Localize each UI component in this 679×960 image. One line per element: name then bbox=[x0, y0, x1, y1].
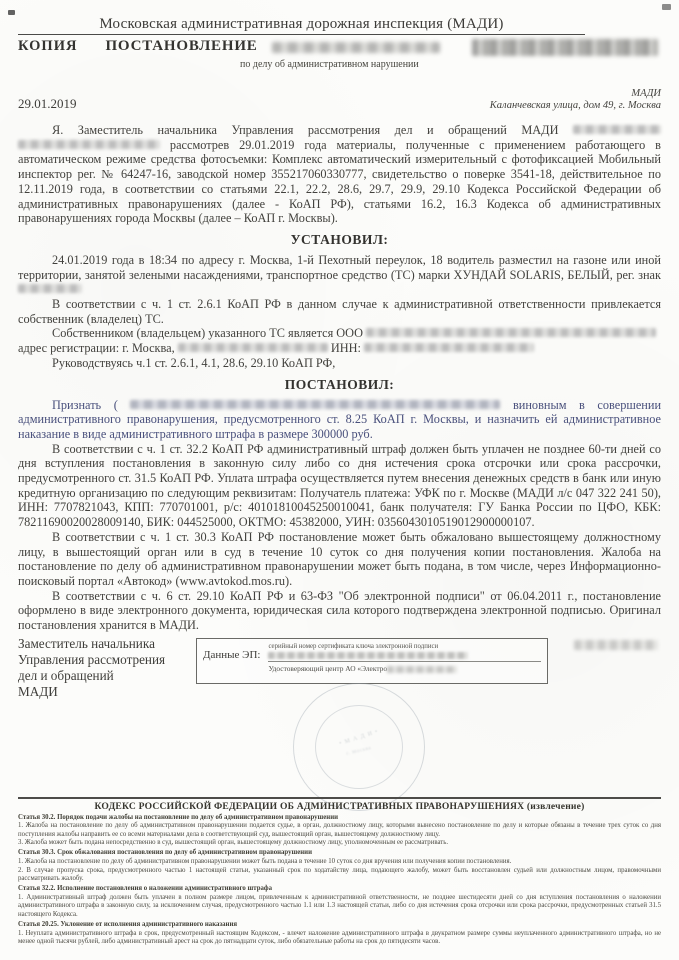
official-round-stamp bbox=[293, 683, 425, 811]
date-issuer-row bbox=[18, 88, 661, 112]
ustanovil-heading: УСТАНОВИЛ: bbox=[290, 231, 389, 247]
esignature-ca bbox=[268, 664, 541, 673]
redacted-code-block bbox=[472, 39, 658, 56]
redacted-plate-number bbox=[18, 284, 82, 293]
document-subtitle: по делу об административном нарушении bbox=[240, 59, 419, 70]
extract-article bbox=[18, 885, 661, 919]
org-title-underline bbox=[18, 16, 585, 35]
redacted-guilty-name bbox=[130, 400, 500, 409]
koap-extract-section bbox=[18, 797, 661, 947]
stamp-inner-ring bbox=[315, 705, 403, 789]
signer-title-line: МАДИ bbox=[18, 684, 58, 700]
stamp-outer-ring bbox=[293, 683, 425, 811]
redacted-official-name bbox=[573, 125, 661, 134]
paragraph-liability: В соответствии с ч. 1 ст. 2.6.1 КоАП РФ в данном случае к административной ответственности привлекается собственник (владелец) ТС. bbox=[18, 297, 661, 326]
document-title: ПОСТАНОВЛЕНИЕ bbox=[105, 38, 258, 54]
document-date: 29.01.2019 bbox=[18, 96, 77, 111]
owner-address-text: адрес регистрации: г. Москва, bbox=[18, 341, 175, 356]
redacted-inn bbox=[364, 343, 534, 352]
paragraph-appeal: В соответствии с ч. 1 ст. 30.3 КоАП РФ постановление может быть обжаловано вышестоящему должностному лицу, в вышестоящий орган или в суд в течение 10 суток со дня получения копии постановления. Жалоба на постановление по делу об административном правонарушении может быть подана, в том числе, через Информационно-поисковый портал «Автокод» (www.avtokod.mos.ru). bbox=[18, 529, 661, 588]
paragraph-guided-by: Руководствуясь ч.1 ст. 2.6.1, 4.1, 28.6, 29.10 КоАП РФ, bbox=[52, 355, 336, 370]
extract-article bbox=[18, 921, 661, 947]
esignature-ca-text: Удостоверяющий центр АО «Электро bbox=[268, 663, 388, 673]
esignature-cert-caption: серийный номер сертификата ключа электронной подписи bbox=[268, 642, 439, 650]
article-item: 3. Жалоба может быть подана непосредственно в суд, вышестоящий орган, вышестоящему должностному лицу, уполномоченным ее рассматривать. bbox=[18, 839, 449, 847]
redacted-company-name bbox=[366, 328, 656, 337]
article-title: Статья 30.3. Срок обжалования постановления по делу об административном правонарушении bbox=[18, 849, 313, 857]
paragraph-resolution bbox=[18, 398, 661, 442]
redacted-address bbox=[178, 343, 328, 352]
stamp-text: г. Москва bbox=[346, 745, 372, 758]
signer-title bbox=[18, 636, 196, 701]
signature-block bbox=[18, 636, 661, 701]
article-item: 1. Жалоба на постановление по делу об административном правонарушении подается судье, в орган, должностному лицу, которыми вынесено постановление по делу и которые обязаны в течение трех суток со дня поступления жалобы направить ее со всеми материалами дела в соответствующий суд, вышестоящий орган, вышестоящему должностному лицу. bbox=[18, 822, 661, 838]
article-title: Статья 32.2. Исполнение постановления о наложении административного штрафа bbox=[18, 885, 272, 893]
article-item: 1. Неуплата административного штрафа в срок, предусмотренный настоящим Кодексом, - влечет наложение административного штрафа в двукратном размере суммы неуплаченного административного штрафа, но не менее одной тысячи рублей, либо административный арест на срок до пятнадцати суток, либо обязательные работы на срок до пятидесяти часов. bbox=[18, 929, 661, 946]
issuer-address bbox=[490, 88, 661, 112]
redacted-official-name bbox=[18, 140, 160, 149]
article-title: Статья 20.25. Уклонение от исполнения административного наказания bbox=[18, 921, 238, 929]
article-item: 2. В случае пропуска срока, предусмотренного частью 1 настоящей статьи, указанный срок по ходатайству лица, подающего жалобу, может быть восстановлен судьей или должностным лицом, правомочными рассматривать жалобу. bbox=[18, 866, 661, 883]
copy-label: КОПИЯ bbox=[18, 38, 78, 54]
owner-text: Собственником (владельцем) указанного ТС является ООО bbox=[52, 326, 363, 341]
paragraph-owner bbox=[18, 326, 661, 341]
inn-label: ИНН: bbox=[330, 341, 361, 356]
redacted-document-number bbox=[272, 42, 440, 53]
extract-heading: КОДЕКС РОССИЙСКОЙ ФЕДЕРАЦИИ ОБ АДМИНИСТРАТИВНЫХ ПРАВОНАРУШЕНИЯХ (извлечение) bbox=[94, 801, 585, 812]
esignature-details bbox=[268, 643, 541, 673]
scan-artifact bbox=[662, 4, 671, 10]
document-title-row bbox=[18, 38, 661, 58]
paragraph-intro bbox=[18, 123, 661, 226]
extract-article bbox=[18, 814, 661, 848]
redacted-ca-name bbox=[387, 666, 457, 673]
paragraph-esignature: В соответствии с ч. 6 ст. 29.10 КоАП РФ и 63-ФЗ "Об электронной подписи" от 06.04.2011 г., постановление оформлено в виде электронного документа, юридическая сила которого подтверждена электронной подписью. Оригинал постановления хранится в МАДИ. bbox=[18, 588, 661, 633]
resolution-text-1: Признать ( bbox=[52, 397, 118, 412]
scan-artifact bbox=[8, 10, 15, 15]
org-title: Московская административная дорожная инспекция (МАДИ) bbox=[99, 16, 504, 32]
paragraph-violation bbox=[18, 253, 661, 297]
postanovil-heading: ПОСТАНОВИЛ: bbox=[284, 376, 395, 392]
intro-text-2: рассмотрев 29.01.2019 года материалы, полученные с применением работающего в автоматическом режиме средства фотосъемки: Комплекс автоматический измерительный с фотофиксацией Мобильный инспектор рег. № 64247-16, заводской номер 355217060330777, свидетельство о поверке 3541-18, действительное по 12.11.2019 года, в соответствии со статьями 22.1, 22.2, 28.6, 29.7, 29.9, 29.10 Кодекса Российской Федерации об административных правонарушениях (далее - КоАП РФ), статьями 16.2, 16.3 Кодекса об административных правонарушениях города Москвы (далее – КоАП г. Москвы). bbox=[18, 137, 661, 226]
article-title: Статья 30.2. Порядок подачи жалобы на постановление по делу об административном правонарушении bbox=[18, 813, 339, 821]
signer-title-line: Заместитель начальника bbox=[18, 635, 155, 651]
signer-title-line: дел и обращений bbox=[18, 668, 114, 684]
esignature-divider bbox=[268, 661, 541, 662]
extract-article bbox=[18, 849, 661, 883]
document-body bbox=[18, 123, 661, 633]
esignature-data-box bbox=[196, 638, 548, 684]
violation-text: 24.01.2019 года в 18:34 по адресу г. Москва, 1-й Пехотный переулок, 18 водитель разместил на газоне или иной территории, занятой зелеными насаждениями, транспортное средство (ТС) марки ХУНДАЙ SOLARIS, БЕЛЫЙ, рег. знак bbox=[18, 252, 661, 282]
redacted-signer-name bbox=[574, 640, 658, 650]
paragraph-payment: В соответствии с ч. 1 ст. 32.2 КоАП РФ административный штраф должен быть уплачен не позднее 60-ти дней со дня вступления постановления в законную силу либо со дня истечения срока отсрочки или срока рассрочки, предусмотренного ст. 31.5 КоАП РФ. Уплата штрафа осуществляется путем внесения денежных средств в банк или иную кредитную организацию по следующим реквизитам: Получатель платежа: УФК по г. Москве (МАДИ л/с 047 322 241 50), ИНН: 7707821043, КПП: 770701001, р/с: 40101810045250010041, банк получателя: ГУ Банка России по ЦФО, КБК: 78211690020028009140, БИК: 044525000, ОКТМО: 45382000, УИН: 0356043010519012900000107. bbox=[18, 441, 661, 530]
esignature-label: Данные ЭП: bbox=[203, 648, 261, 661]
issuer-org: МАДИ bbox=[631, 88, 661, 99]
redacted-cert-serial bbox=[268, 652, 468, 659]
stamp-text: • М А Д И • bbox=[338, 728, 380, 748]
signer-title-line: Управления рассмотрения bbox=[18, 652, 166, 667]
issuer-street: Каланчевская улица, дом 49, г. Москва bbox=[489, 100, 661, 111]
resolution-text-2: виновным в совершении административного правонарушения, предусмотренного ст. 8.25 КоАП г. Москвы, и назначить ей административное наказание в виде административного штрафа в размере 300000 руб. bbox=[18, 397, 662, 441]
paragraph-owner-address bbox=[18, 341, 661, 356]
intro-text-1: Я. Заместитель начальника Управления рассмотрения дел и обращений МАДИ bbox=[52, 123, 559, 137]
article-item: 1. Жалоба на постановление по делу об административном правонарушении может быть подана в течение 10 суток со дня вручения или получения копии постановления. bbox=[18, 857, 512, 865]
article-item: 1. Административный штраф должен быть уплачен в полном размере лицом, привлеченным к административной ответственности, не позднее шестидесяти дней со дня вступления постановления о наложении административного штрафа в законную силу, за исключением случая, предусмотренного частью 1.1 или 1.3 настоящей статьи, либо со дня истечения срока отсрочки или срока рассрочки, предусмотренных статьей 31.5 настоящего Кодекса. bbox=[18, 893, 661, 919]
